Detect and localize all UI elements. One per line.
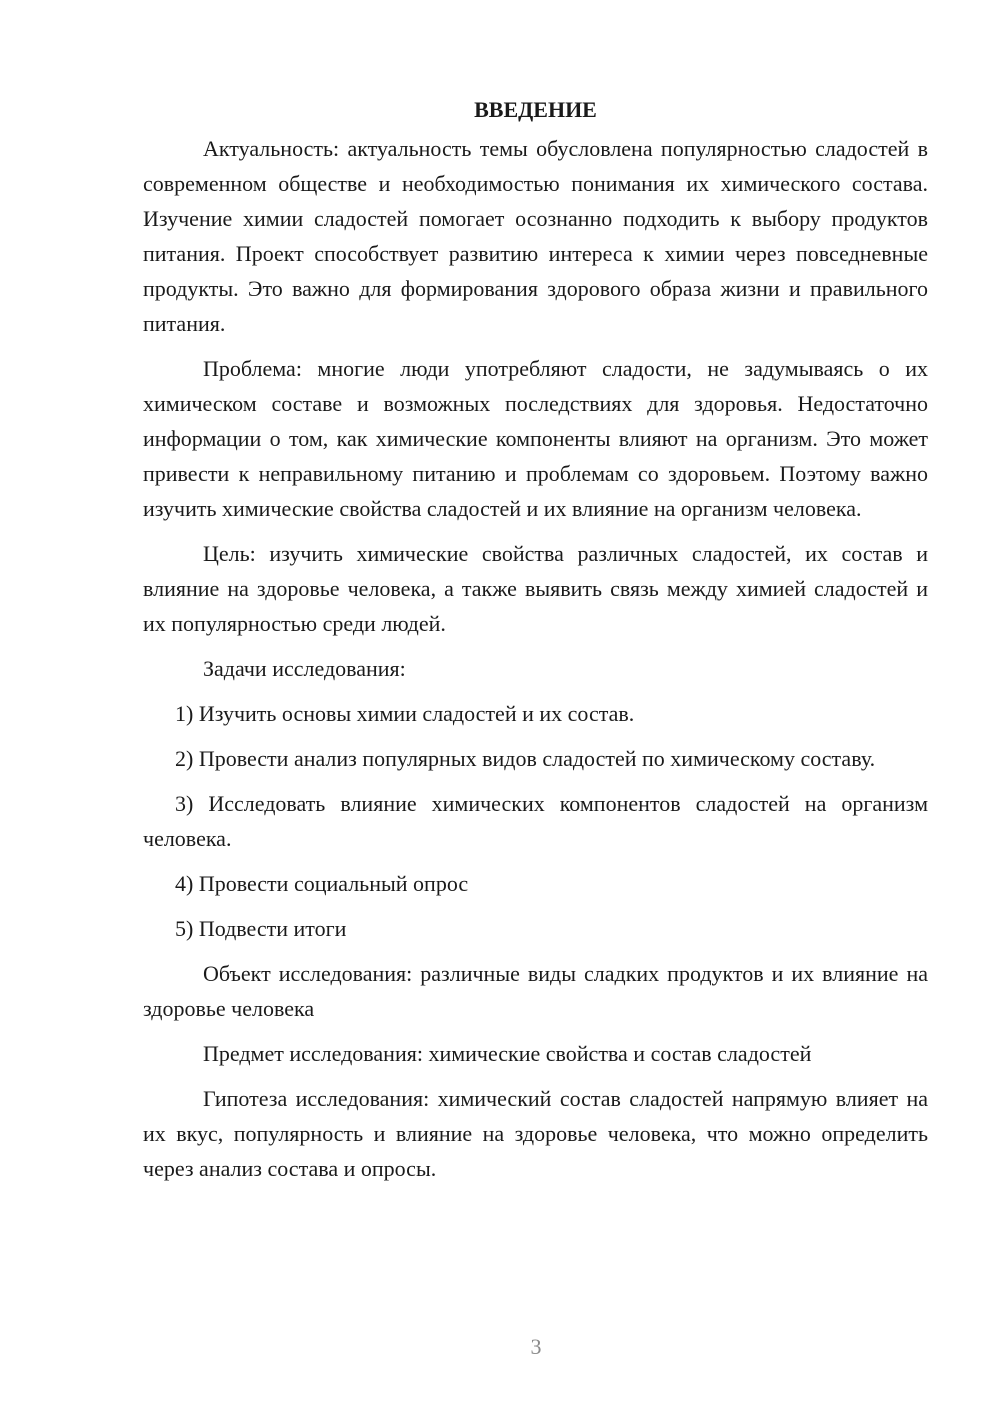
page-number: 3 [530,1334,542,1359]
task-item-2: 2) Провести анализ популярных видов сладостей по химическому составу. [175,746,876,771]
page-title: ВВЕДЕНИЕ [474,97,597,122]
goal-paragraph: Цель: изучить химические свойства различных сладостей, их состав и влияние на здоровье человека, а также выявить связь между химией сладостей и их популярностью среди людей. [143,541,928,636]
object-paragraph: Объект исследования: различные виды сладких продуктов и их влияние на здоровье человека [143,961,928,1021]
hypothesis-paragraph: Гипотеза исследования: химический состав сладостей напрямую влияет на их вкус, популярность и влияние на здоровье человека, что можно определить через анализ состава и опросы. [143,1086,928,1181]
task-item-3: 3) Исследовать влияние химических компонентов сладостей на организм человека. [143,791,928,851]
relevance-paragraph: Актуальность: актуальность темы обусловлена популярностью сладостей в современном обществе и необходимостью понимания их химического состава. Изучение химии сладостей помогает осознанно подходить к выбору продуктов питания. Проект способствует развитию интереса к химии через повседневные продукты. Это важно для формирования здорового образа жизни и правильного питания. [143,136,928,336]
tasks-heading: Задачи исследования: [203,656,406,681]
task-item-5: 5) Подвести итоги [175,916,347,941]
problem-paragraph: Проблема: многие люди употребляют сладости, не задумываясь о их химическом составе и возможных последствиях для здоровья. Недостаточно информации о том, как химические компоненты влияют на организм. Это может привести к неправильному питанию и проблемам со здоровьем. Поэтому важно изучить химические свойства сладостей и их влияние на организм человека. [143,356,928,521]
task-item-4: 4) Провести социальный опрос [175,871,469,896]
task-item-1: 1) Изучить основы химии сладостей и их состав. [175,701,635,726]
subject-paragraph: Предмет исследования: химические свойства и состав сладостей [203,1041,812,1066]
document-page [143,92,928,1196]
